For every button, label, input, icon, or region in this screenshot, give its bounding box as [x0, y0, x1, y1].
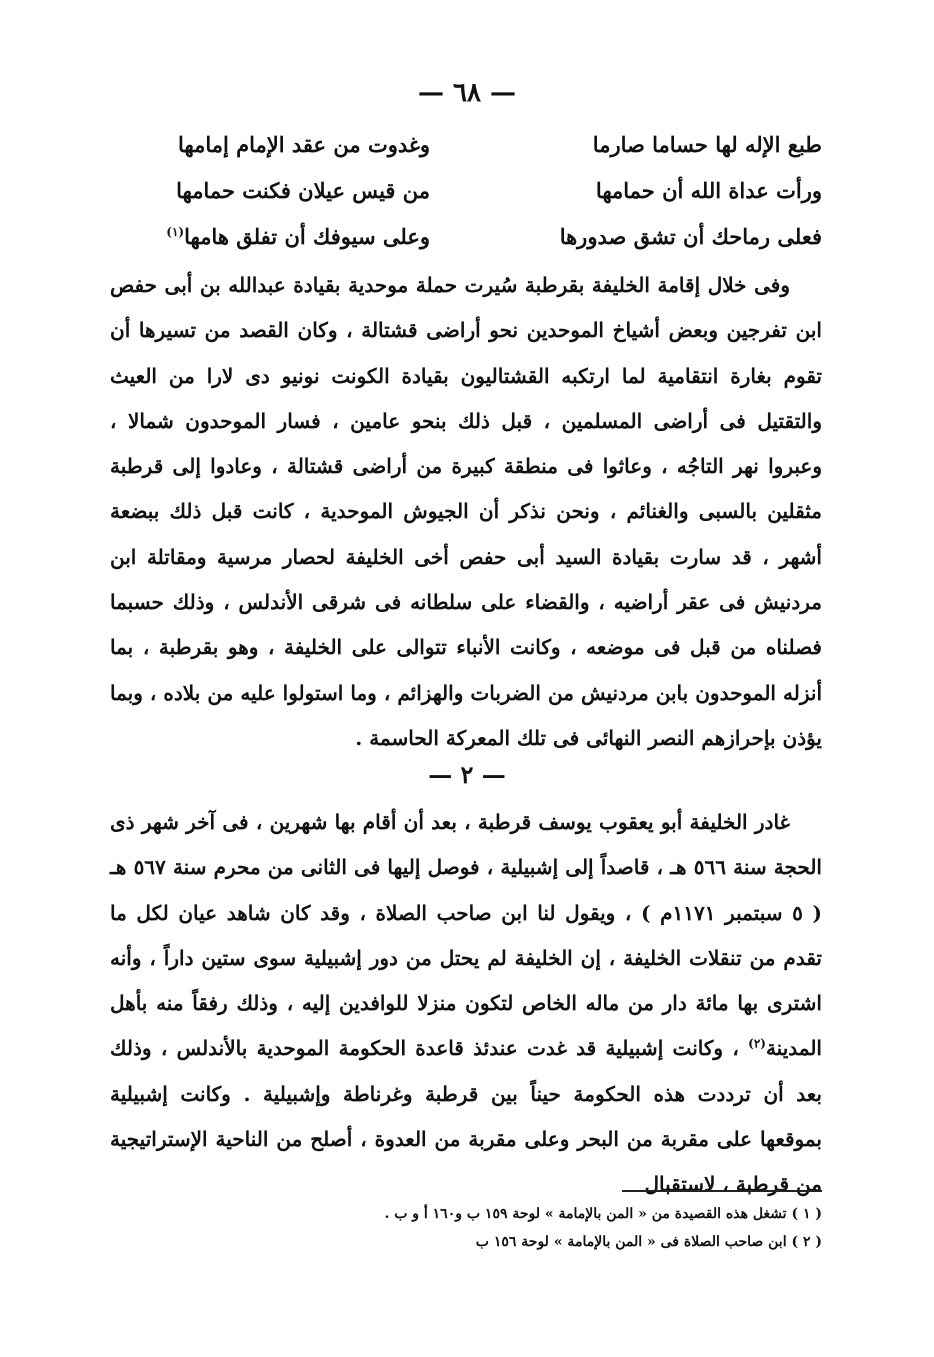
paragraph-text: ، وكانت إشبيلية قد غدت عندئذ قاعدة الحكومة الموحدية بالأندلس ، وذلك بعد أن ترددت هذه الحكومة حيناً بين قرطبة وغرناطة وإشبيلية . وكانت إشبيلية بموقعها على مقربة من البحر وعلى مقربة من العدوة ، أصلح من الناحية الإستراتيجية من قرطبة ، لاستقبال — [110, 1036, 822, 1197]
poem-hemistich-second: وغدوت من عقد الإمام إمامها — [178, 132, 430, 157]
section-number: — ٢ — — [428, 760, 506, 789]
poem-hemistich-second: من قيس عيلان فكنت حمامها — [176, 178, 430, 203]
poem-hemistich-text: وعلى سيوفك أن تفلق هامها — [184, 224, 430, 249]
paragraph — [110, 800, 822, 1208]
poem-verse — [110, 122, 822, 168]
paragraph: وفى خلال إقامة الخليفة بقرطبة سُيرت حملة موحدية بقيادة عبدالله بن أبى حفص ابن تفرجين وبعض أشياخ الموحدين نحو أراضى قشتالة ، وكان القصد من تسيرها أن تقوم بغارة انتقامية لما ارتكبه القشتاليون بقيادة الكونت نونيو دى لارا من العيث والتقتيل فى أراضى المسلمين ، قبل ذلك بنحو عامين ، فسار الموحدون شمالا ، وعبروا نهر التاجُه ، وعاثوا فى منطقة كبيرة من أراضى قشتالة ، وعادوا إلى قرطبة مثقلين بالسبى والغنائم ، ونحن نذكر أن الجيوش الموحدية ، كانت قبل ذلك ببضعة أشهر ، قد سارت بقيادة السيد أبى حفص أخى الخليفة لحصار مرسية ومقاتلة ابن مردنيش فى عقر أراضيه ، والقضاء على سلطانه فى شرقى الأندلس ، وذلك حسبما فصلناه من قبل فى موضعه ، وكانت الأنباء تتوالى على الخليفة ، وهو بقرطبة ، بما أنزله الموحدون بابن مردنيش من الضربات والهزائم ، وما استولوا عليه من بلاده ، وبما يؤذن بإحرازهم النصر النهائى فى تلك المعركة الحاسمة . — [110, 273, 823, 750]
footnote-marker: (٢) — [748, 1036, 766, 1051]
body-text-section-2 — [110, 800, 822, 1208]
poem-hemistich-first: فعلى رماحك أن تشق صدورها — [559, 224, 822, 249]
footnotes — [110, 1200, 822, 1256]
footnote-divider — [622, 1190, 822, 1192]
poem-verse — [110, 214, 822, 260]
footnote-marker: (١) — [166, 225, 185, 239]
footnote: ( ٢ ) ابن صاحب الصلاة فى « المن بالإمامة » لوحة ١٥٦ ب — [475, 1234, 822, 1250]
body-text-section-1 — [110, 263, 822, 761]
poem-hemistich-first: طبع الإله لها حساما صارما — [592, 132, 822, 157]
poem-hemistich-first: ورأت عداة الله أن حمامها — [595, 178, 822, 203]
paragraph-text: غادر الخليفة أبو يعقوب يوسف قرطبة ، بعد أن أقام بها شهرين ، فى آخر شهر ذى الحجة سنة ٥٦٦ هـ ، قاصداً إلى إشبيلية ، فوصل إليها فى الثانى من محرم سنة ٥٦٧ هـ ( ٥ سبتمبر ١١٧١م ) ، ويقول لنا ابن صاحب الصلاة ، وقد كان شاهد عيان لكل ما تقدم من تنقلات الخليفة ، إن الخليفة لم يحتل من دور إشبيلية سوى ستين داراً ، وأنه اشترى بها مائة دار من ماله الخاص لتكون منزلا للوافدين إليه ، وذلك رفقاً منه بأهل المدينة — [110, 810, 822, 1061]
footnote: ( ١ ) تشغل هذه القصيدة من « المن بالإمامة » لوحة ١٥٩ ب و١٦٠ أ و ب . — [384, 1206, 822, 1222]
poem-verse — [110, 168, 822, 214]
poem — [110, 122, 822, 260]
page-number: — ٦٨ — — [417, 78, 517, 108]
poem-hemistich-second — [110, 214, 430, 260]
